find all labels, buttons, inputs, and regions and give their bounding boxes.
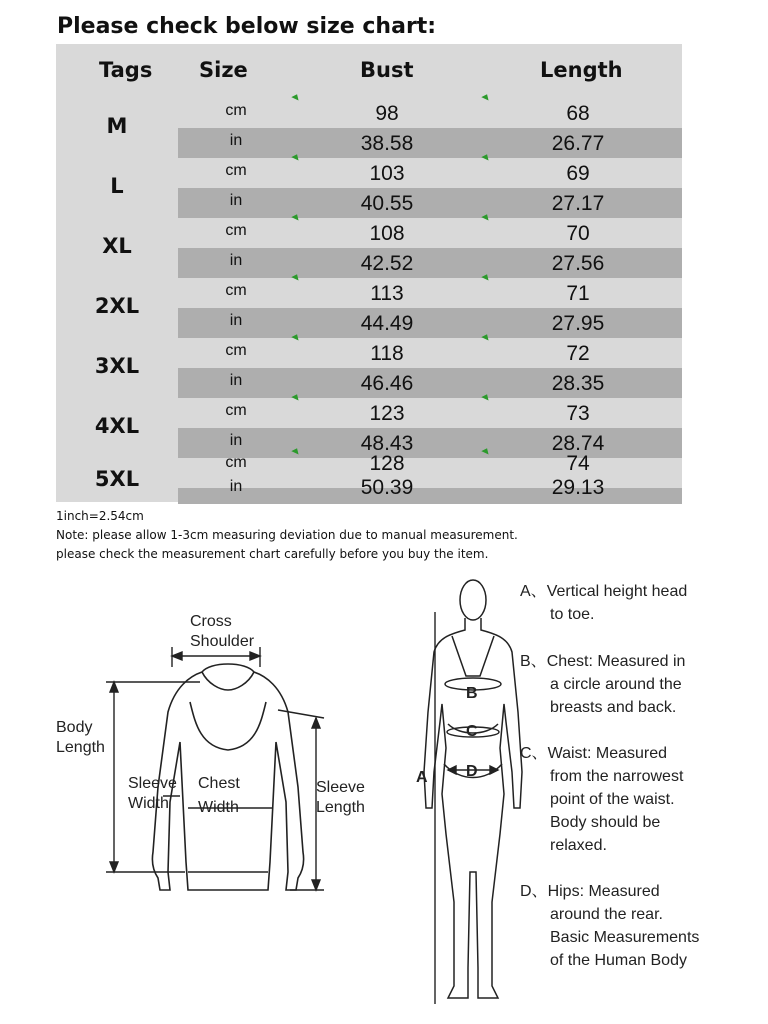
length-in: 28.35 — [551, 372, 605, 395]
figure-label-b: B — [466, 685, 478, 702]
unit-in: in — [229, 252, 243, 269]
length-cm: 68 — [566, 102, 590, 125]
header-size: Size — [199, 58, 248, 82]
desc-b-text3: breasts and back. — [550, 699, 677, 716]
size-tag: M — [106, 114, 128, 138]
desc-a-text1: Vertical height head — [546, 583, 688, 600]
length-cm: 74 — [566, 452, 590, 475]
header-length: Length — [540, 58, 623, 82]
length-in: 27.95 — [551, 312, 605, 335]
sleeve-length-label: Sleeve — [316, 779, 365, 796]
bust-cm: 108 — [369, 222, 405, 245]
desc-b-text1: Chest: Measured in — [546, 653, 686, 670]
unit-in: in — [229, 132, 243, 149]
page-title: Please check below size chart: — [57, 14, 437, 39]
desc-a — [520, 580, 687, 626]
desc-b — [520, 650, 685, 719]
sleeve-width-label-2: Width — [128, 795, 169, 812]
conversion-note: 1inch=2.54cm — [56, 509, 144, 523]
length-in: 28.74 — [551, 432, 605, 455]
size-tag: 3XL — [94, 354, 140, 378]
header-bust: Bust — [360, 58, 414, 82]
size-tag: 2XL — [94, 294, 140, 318]
desc-d — [520, 880, 699, 972]
size-tag: XL — [102, 234, 132, 258]
figure-label-d: D — [466, 763, 478, 780]
unit-cm: cm — [225, 342, 247, 359]
length-in: 27.56 — [551, 252, 605, 275]
length-cm: 71 — [566, 282, 590, 305]
body-figure-icon — [424, 580, 522, 998]
size-chart-table — [56, 44, 682, 502]
bust-in: 40.55 — [360, 192, 414, 215]
sleeve-length-label-2: Length — [316, 799, 365, 816]
size-tag: L — [110, 174, 124, 198]
figure-label-a: A — [416, 769, 428, 786]
chest-label: Chest — [198, 775, 240, 792]
unit-in: in — [229, 192, 243, 209]
desc-c-text3: point of the waist. — [550, 791, 675, 808]
desc-c-letter: C、 — [520, 745, 548, 762]
size-tag: 5XL — [94, 467, 140, 491]
desc-a-letter: A、 — [520, 583, 547, 600]
unit-in: in — [229, 432, 243, 449]
desc-b-letter: B、 — [520, 653, 547, 670]
measurement-diagram — [50, 572, 720, 1017]
unit-cm: cm — [225, 102, 247, 119]
desc-c-text5: relaxed. — [550, 837, 607, 854]
bust-in: 38.58 — [360, 132, 414, 155]
unit-in: in — [229, 312, 243, 329]
header-tags: Tags — [99, 58, 153, 82]
unit-cm: cm — [225, 222, 247, 239]
bust-in: 46.46 — [360, 372, 414, 395]
length-cm: 69 — [566, 162, 590, 185]
bust-cm: 128 — [369, 452, 405, 475]
figure-label-c: C — [466, 723, 478, 740]
length-cm: 72 — [566, 342, 590, 365]
bust-cm: 123 — [369, 402, 405, 425]
length-in: 29.13 — [551, 476, 605, 499]
unit-in: in — [229, 372, 243, 389]
length-in: 26.77 — [551, 132, 605, 155]
desc-d-letter: D、 — [520, 883, 548, 900]
body-length-label: Length — [56, 739, 105, 756]
desc-c-text2: from the narrowest — [550, 768, 684, 785]
desc-d-text3: Basic Measurements — [550, 929, 700, 946]
unit-cm: cm — [225, 282, 247, 299]
desc-c-text1: Waist: Measured — [547, 745, 668, 762]
length-cm: 70 — [566, 222, 590, 245]
desc-c-text4: Body should be — [550, 814, 661, 831]
desc-c — [520, 742, 683, 857]
unit-cm: cm — [225, 162, 247, 179]
deviation-note: Note: please allow 1-3cm measuring deviation due to manual measurement. — [56, 528, 518, 542]
check-note: please check the measurement chart carefully before you buy the item. — [56, 547, 489, 561]
length-in: 27.17 — [551, 192, 605, 215]
unit-cm: cm — [225, 402, 247, 419]
desc-a-text2: to toe. — [550, 606, 595, 623]
bust-cm: 103 — [369, 162, 405, 185]
size-tag: 4XL — [94, 414, 140, 438]
body-label: Body — [56, 719, 93, 736]
length-cm: 73 — [566, 402, 590, 425]
unit-cm: cm — [225, 454, 247, 471]
notes-block — [56, 507, 518, 564]
desc-b-text2: a circle around the — [550, 676, 682, 693]
unit-in: in — [229, 478, 243, 495]
desc-d-text1: Hips: Measured — [547, 883, 660, 900]
cross-label: Cross — [190, 613, 232, 630]
shoulder-label: Shoulder — [190, 633, 255, 650]
bust-in: 42.52 — [360, 252, 414, 275]
bust-in: 48.43 — [360, 432, 414, 455]
desc-d-text4: of the Human Body — [550, 952, 687, 969]
bust-in: 44.49 — [360, 312, 414, 335]
bust-in: 50.39 — [360, 476, 414, 499]
bust-cm: 118 — [370, 342, 404, 365]
bust-cm: 98 — [375, 102, 399, 125]
bust-cm: 113 — [370, 282, 404, 305]
chest-width-label: Width — [198, 799, 239, 816]
sleeve-width-label: Sleeve — [128, 775, 177, 792]
desc-d-text2: around the rear. — [550, 906, 663, 923]
